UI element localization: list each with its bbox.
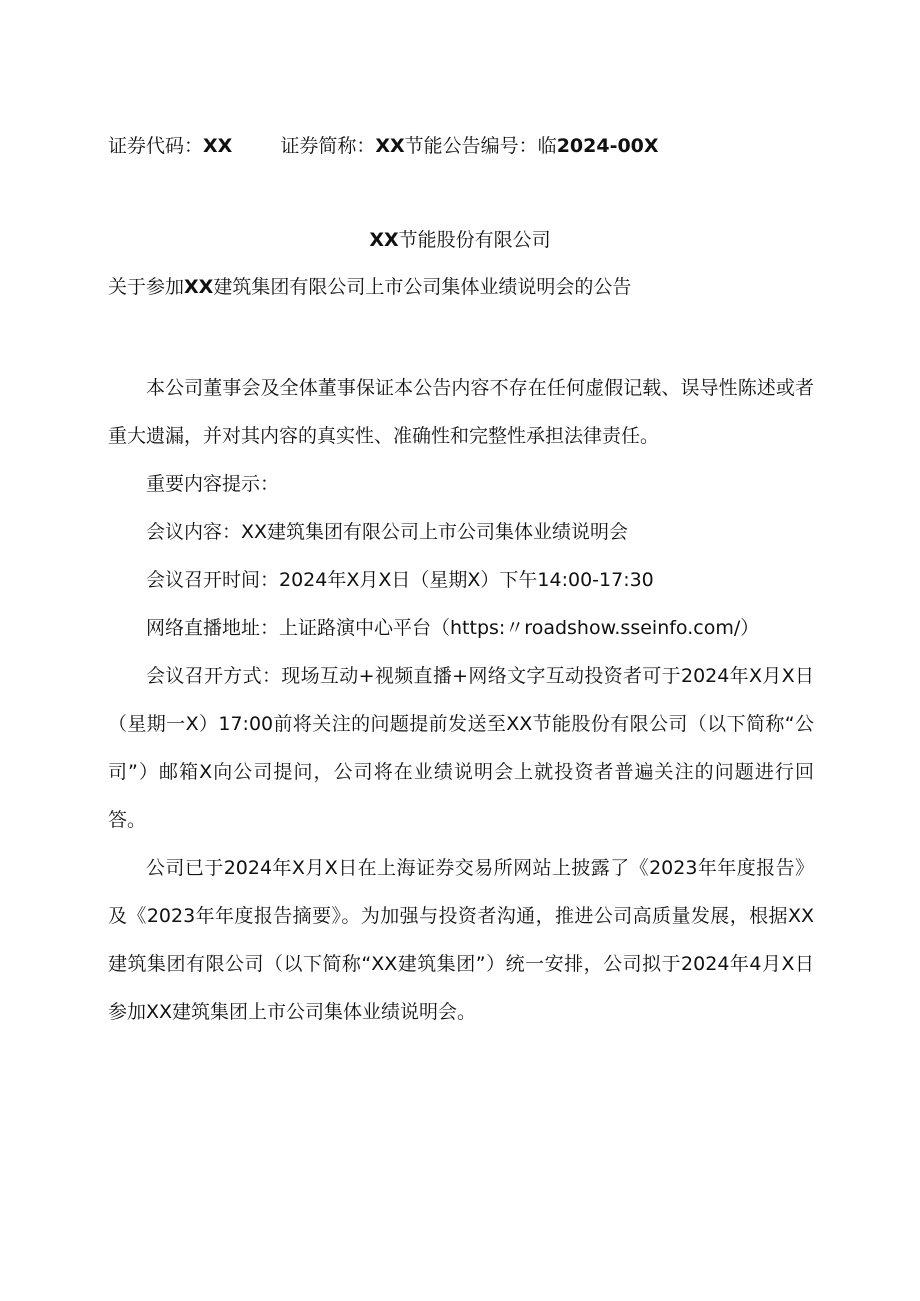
stock-abbr-label: 证券简称： bbox=[280, 135, 376, 157]
meeting-time-line: 会议召开时间：2024年X月X日（星期X）下午14:00-17:30 bbox=[146, 569, 654, 591]
stock-abbr-value: XX bbox=[375, 135, 405, 157]
tips-heading: 重要内容提示： bbox=[146, 473, 280, 495]
broadcast-address-line: 网络直播地址：上证路演中心平台（https:〃roadshow.sseinfo.com/） bbox=[146, 617, 760, 639]
announcement-number-label: 公告编号：临 bbox=[442, 135, 557, 157]
disclosure-paragraph: 公司已于2024年X月X日在上海证券交易所网站上披露了《2023年年度报告》及《2023年年度报告摘要》。为加强与投资者沟通，推进公司高质量发展，根据XX建筑集团有限公司（以下简称“XX建筑集团”）统一安排，公司拟于2024年4月X日参加XX建筑集团上市公司集体业绩说明会。 bbox=[108, 857, 814, 1023]
stock-code-label: 证券代码： bbox=[108, 135, 204, 157]
declaration-paragraph: 本公司董事会及全体董事保证本公告内容不存在任何虚假记载、误导性陈述或者重大遗漏，并对其内容的真实性、准确性和完整性承担法律责任。 bbox=[108, 377, 814, 447]
meeting-method-paragraph: 会议召开方式：现场互动+视频直播+网络文字互动投资者可于2024年X月X日（星期一X）17:00前将关注的问题提前发送至XX节能股份有限公司（以下简称“公司”）邮箱X向公司提问，公司将在业绩说明会上就投资者普遍关注的问题进行回答。 bbox=[108, 665, 814, 831]
company-title bbox=[0, 224, 920, 256]
announcement-body bbox=[108, 364, 814, 1036]
announcement-number-value: 2024-00X bbox=[556, 135, 659, 157]
announcement-title-prefix: 关于参加 bbox=[108, 276, 185, 298]
company-title-rest: 节能股份有限公司 bbox=[398, 229, 551, 251]
announcement-title-rest: 建筑集团有限公司上市公司集体业绩说明会的公告 bbox=[213, 276, 632, 298]
meeting-content-line: 会议内容：XX建筑集团有限公司上市公司集体业绩说明会 bbox=[146, 521, 629, 543]
announcement-title-bold: XX bbox=[184, 276, 214, 298]
stock-code-value: XX bbox=[203, 135, 233, 157]
announcement-title bbox=[108, 271, 631, 303]
announcement-header bbox=[108, 131, 659, 161]
stock-abbr-suffix: 节能 bbox=[404, 135, 443, 157]
company-title-bold: XX bbox=[369, 229, 399, 251]
